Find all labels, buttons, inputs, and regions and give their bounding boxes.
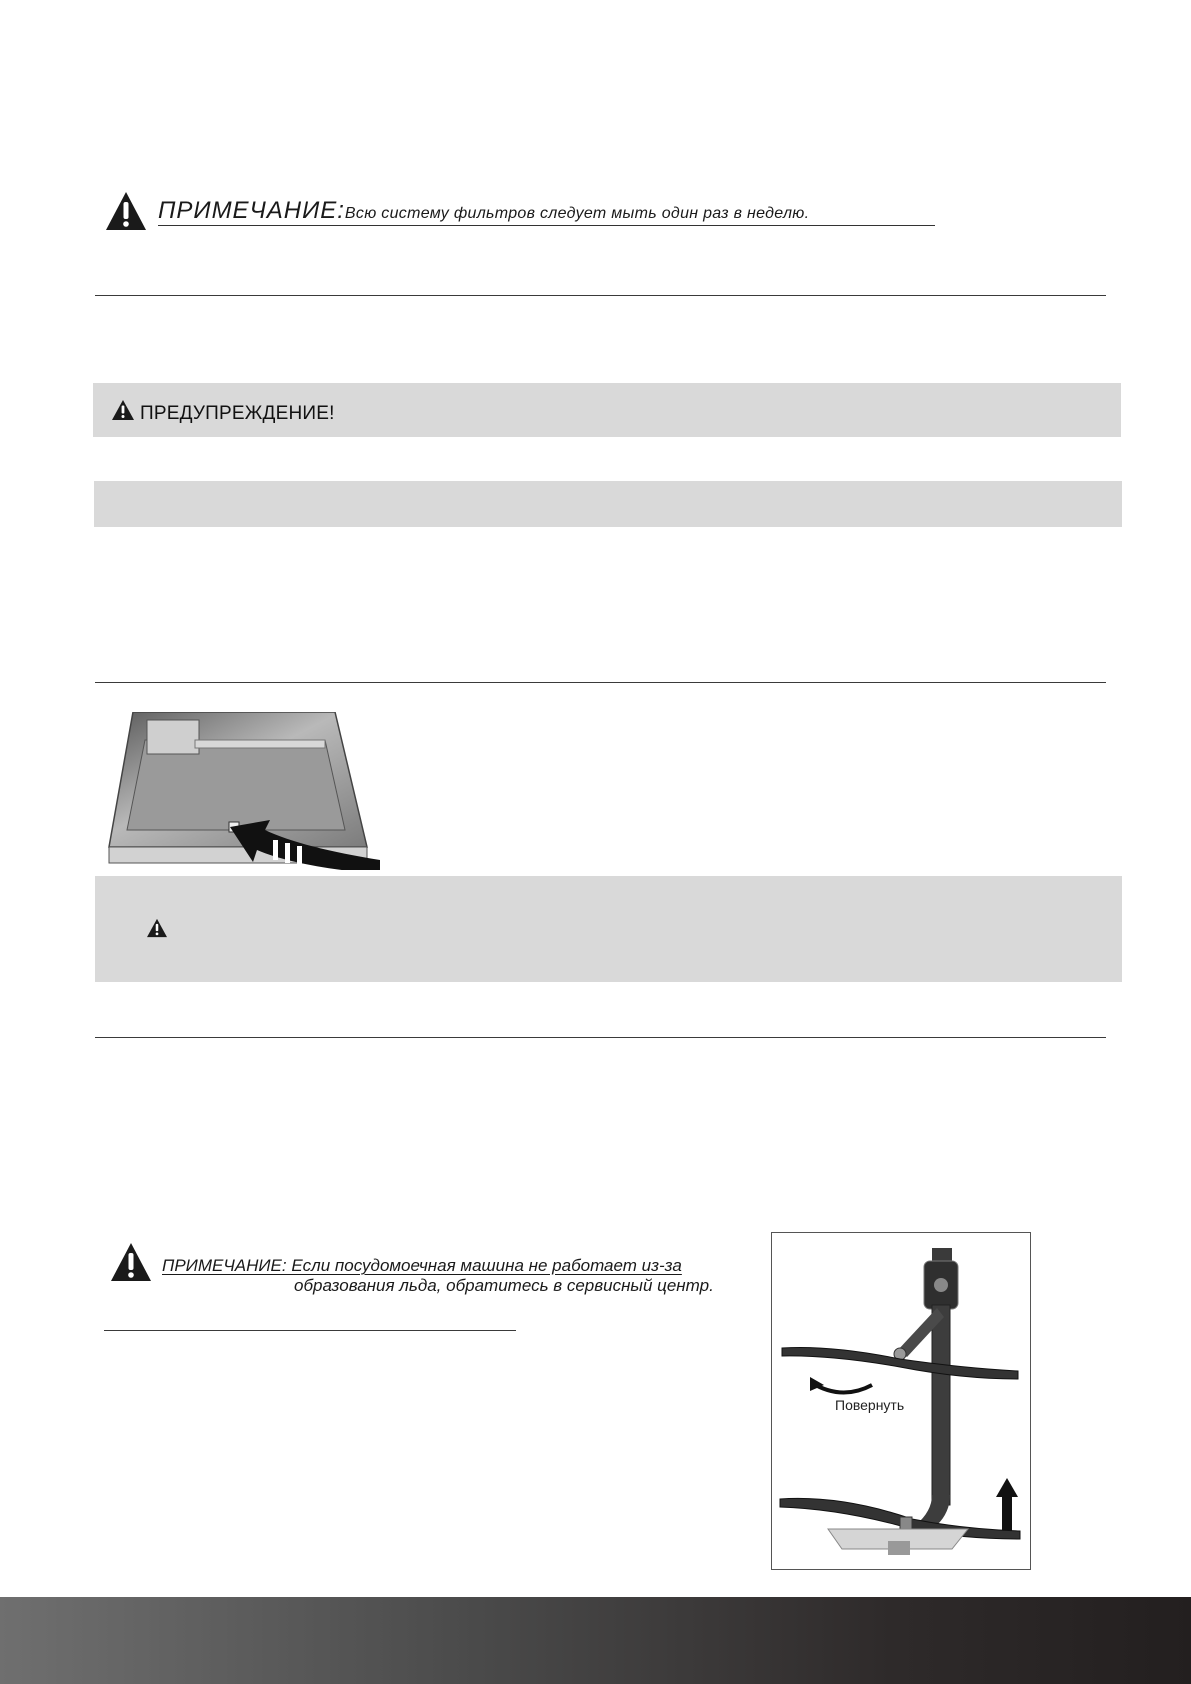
- dishwasher-door-photo: [105, 712, 385, 870]
- section-divider: [95, 682, 1106, 683]
- section-divider: [95, 295, 1106, 296]
- info-box: [94, 481, 1122, 527]
- caution-box: [95, 876, 1122, 982]
- warning-triangle-icon: [111, 399, 135, 421]
- ice-note-line2: образования льда, обратитесь в сервисный центр.: [294, 1276, 714, 1295]
- filter-note-label: ПРИМЕЧАНИЕ:: [158, 197, 345, 224]
- warning-triangle-icon: [109, 1241, 153, 1283]
- ice-note-line1: ПРИМЕЧАНИЕ: Если посудомоечная машина не работает из-за: [162, 1256, 682, 1275]
- warning-triangle-icon: [104, 190, 148, 232]
- footer-band: [0, 1597, 1191, 1684]
- warning-label: ПРЕДУПРЕЖДЕНИЕ!: [140, 403, 335, 424]
- warning-triangle-icon: [146, 918, 168, 938]
- filter-note-text: Всю систему фильтров следует мыть один раз в неделю.: [344, 205, 810, 222]
- note-underline: [158, 225, 935, 226]
- section-divider: [95, 1037, 1106, 1038]
- filter-note: [158, 197, 809, 225]
- rotate-label: Повернуть: [835, 1397, 905, 1413]
- note-underline: [104, 1330, 516, 1331]
